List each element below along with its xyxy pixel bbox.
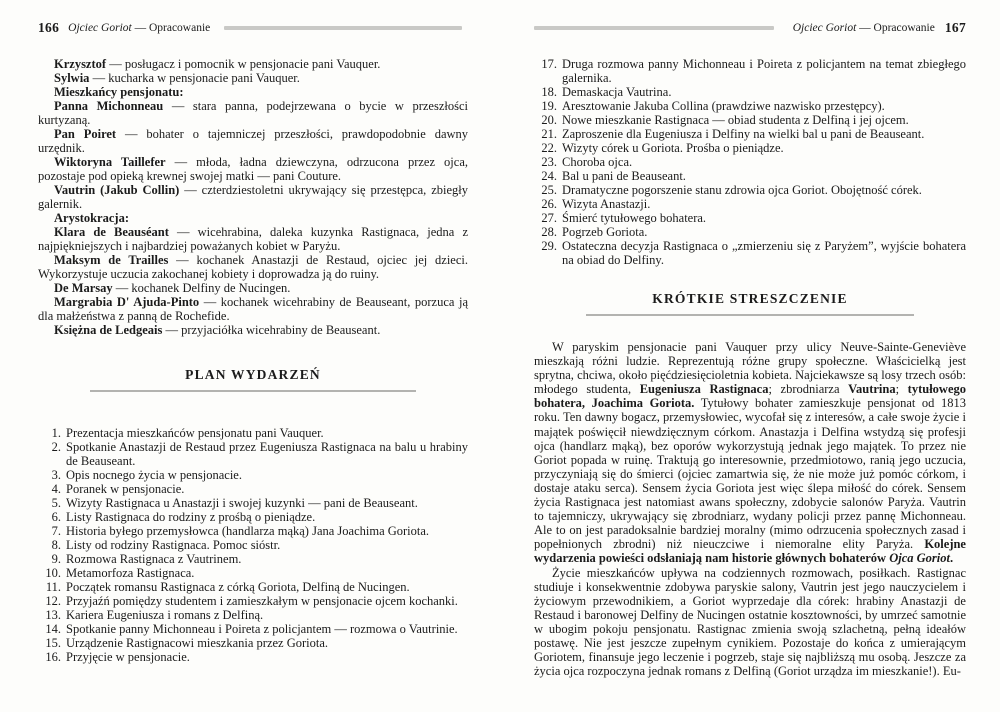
character-name: Wiktoryna Taillefer — [54, 155, 166, 169]
event-number: 26. — [541, 197, 557, 211]
event-list-left — [38, 426, 468, 664]
header-rule — [224, 26, 462, 30]
event-number: 15. — [45, 636, 61, 650]
event-number: 11. — [45, 580, 61, 594]
character-entry — [38, 57, 468, 71]
event-item — [534, 127, 966, 141]
event-text: Historia byłego przemysłowca (handlarza mąką) Jana Joachima Goriota. — [66, 524, 430, 538]
event-text: Druga rozmowa panny Michonneau i Poireta z policjantem na temat zbiegłego galernika. — [562, 57, 966, 85]
event-text: Spotkanie Anastazji de Restaud przez Eugeniusza Rastignaca na balu u hrabiny de Beauseant. — [66, 440, 468, 468]
event-text: Przyjaźń pomiędzy studentem i zamieszkałym w pensjonacie ojcem kochanki. — [66, 594, 458, 608]
event-item — [38, 468, 468, 482]
paragraph-text — [534, 566, 966, 679]
character-entry — [38, 85, 468, 99]
event-item — [38, 440, 468, 468]
event-number: 14. — [45, 622, 61, 636]
heading-rule — [586, 314, 914, 316]
event-item — [534, 155, 966, 169]
page-right — [534, 20, 966, 678]
text-segment: Vautrina — [848, 382, 896, 397]
character-entry — [38, 211, 468, 225]
event-text: Listy Rastignaca do rodziny z prośbą o pieniądze. — [66, 510, 316, 524]
event-number: 27. — [541, 211, 557, 225]
running-title-book: Ojciec Goriot — [792, 21, 857, 34]
running-title — [793, 22, 935, 34]
event-item — [38, 552, 468, 566]
event-number: 16. — [45, 650, 61, 664]
event-number: 9. — [51, 552, 61, 566]
event-text: Dramatyczne pogorszenie stanu zdrowia ojca Goriot. Obojętność córek. — [562, 183, 922, 197]
event-number: 25. — [541, 183, 557, 197]
character-name: Sylwia — [54, 71, 90, 85]
page-number: 166 — [38, 19, 60, 35]
text-segment: Tytułowy bohater zamieszkuje pensjonat od 1813 roku. Ten dawny bogacz, przemysłowiec, wycofał się z interesów, a całe swoje życie i majątek poświęcił niewdzięcznym córkom. Anastazja i Delfina wstydzą się profesji ojca (handlarz mąką), bez oporów wykorzystują jednak jego majątek. To przez nie Goriot popada w ruinę. Traktują go interesownie, przedmiotowo, ranią jego uczucia, przyczyniają się do śmierci (ojciec zamartwia się, że nie może już pomóc córkom, i dostaje ataku serca). Sensem życia Goriota jest więc ślepa miłość do córek. Sensem życia Rastignaca jest natomiast awans społeczny, zdobycie salonów Paryża. Vautrin to tajemniczy, ukrywający się zbrodniarz, wydany policji przez pannę Michonneau. Ale to on jest paradoksalnie bardziej moralny (mimo odrzucenia społecznych zasad i popełnionych zbrodni) niż nieuczciwe i niemoralne elity Paryża. — [534, 396, 966, 552]
event-item — [534, 113, 966, 127]
running-title-section: — Opracowanie — [859, 21, 935, 34]
event-item — [38, 650, 468, 664]
character-entry — [38, 71, 468, 85]
section-plan-wydarzen — [38, 367, 468, 392]
text-segment: W paryskim pensjonacie pani Vauquer przy ulicy Neuve-Sainte-Geneviève mieszkają różni ludzie. Reprezentują różne grupy społeczne. Właścicielką jest sprytna, chciwa, około pięćdziesięcioletnia kobieta. Najciekawsze są losy trzech osób: młodego studenta, — [534, 340, 966, 397]
character-entry — [38, 281, 468, 295]
event-text: Bal u pani de Beauseant. — [562, 169, 686, 183]
event-text: Demaskacja Vautrina. — [562, 85, 672, 99]
character-desc: — bohater o tajemniczej przeszłości, prawdopodobnie dawny urzędnik. — [38, 127, 469, 155]
event-text: Nowe mieszkanie Rastignaca — obiad studenta z Delfiną i jej ojcem. — [562, 113, 909, 127]
event-text: Ostateczna decyzja Rastignaca o „zmierzeniu się z Paryżem”, wyjście bohatera na obiad do Delfiny. — [562, 239, 966, 267]
event-item — [38, 594, 468, 608]
header-rule — [534, 26, 774, 30]
text-segment: Kolejne wydarzenia powieści odsłaniają nam historie głównych bohaterów — [534, 537, 966, 566]
character-entry — [38, 99, 468, 127]
text-segment: Eugeniusza Rastignaca — [639, 382, 769, 397]
event-number: 13. — [45, 608, 61, 622]
event-number: 2. — [51, 440, 61, 454]
event-text: Początek romansu Rastignaca z córką Goriota, Delfiną de Nucingen. — [66, 580, 410, 594]
event-list-right — [534, 57, 966, 267]
event-item — [38, 636, 468, 650]
event-item — [38, 622, 468, 636]
character-name: Margrabia D' Ajuda-Pinto — [54, 295, 200, 309]
event-number: 17. — [541, 57, 557, 71]
event-item — [534, 57, 966, 85]
event-item — [38, 510, 468, 524]
event-text: Rozmowa Rastignaca z Vautrinem. — [66, 552, 242, 566]
event-number: 20. — [541, 113, 557, 127]
event-item — [38, 496, 468, 510]
character-name: Klara de Beauséant — [54, 225, 169, 239]
event-number: 12. — [45, 594, 61, 608]
section-krotkie-streszczenie — [534, 291, 966, 316]
event-text: Opis nocnego życia w pensjonacie. — [66, 468, 242, 482]
text-segment: Życie mieszkańców upływa na codziennych rozmowach, posiłkach. Rastignac studiuje i konsekwentnie zdobywa paryskie salony, Vautrin jest jego nauczycielem i życiowym przewodnikiem, a Goriot wyprzedaje dla córek: hrabiny Anastazji de Restaud i baronowej Delfiny de Nucingen ostatnie kosztowności, by umrzeć samotnie w ubogim pokoju pensjonatu. Rastignac zmienia swoją szlachetną, pełną ideałów postawę. Nie jest jeszcze zupełnym cynikiem. Pozostaje do końca z umierającym Goriotem, finansuje jego leczenie i pogrzeb, staje się najbliższą mu osobą. Jeszcze za życia ojca rozpoczyna jednak romans z Delfiną (Goriot urządza im mieszkanie!). Eu- — [534, 565, 966, 679]
event-item — [534, 225, 966, 239]
summary-paragraphs — [534, 340, 966, 678]
event-text: Śmierć tytułowego bohatera. — [562, 211, 707, 225]
page-left — [38, 20, 468, 664]
event-item — [38, 608, 468, 622]
character-name: Panna Michonneau — [54, 99, 164, 113]
character-desc: — kochanek Delfiny de Nucingen. — [115, 281, 291, 295]
event-number: 29. — [541, 239, 557, 253]
character-entry — [38, 323, 468, 337]
character-desc: — posługacz i pomocnik w pensjonacie pani Vauquer. — [109, 57, 381, 71]
character-entry — [38, 155, 468, 183]
event-text: Metamorfoza Rastignaca. — [66, 566, 195, 580]
event-text: Spotkanie panny Michonneau i Poireta z policjantem — rozmowa o Vautrinie. — [66, 622, 458, 636]
text-segment: . — [949, 551, 954, 566]
character-desc: — czterdziestoletni ukrywający się przestępca, zbiegły galernik. — [38, 183, 468, 211]
event-item — [38, 566, 468, 580]
character-desc: — młoda, ładna dziewczyna, odrzucona przez ojca, pozostaje pod opieką krewnej swojej matki — pani Couture. — [38, 155, 468, 183]
event-number: 18. — [541, 85, 557, 99]
character-name: De Marsay — [54, 281, 113, 295]
event-item — [38, 580, 468, 594]
event-item — [534, 99, 966, 113]
section-heading: PLAN WYDARZEŃ — [185, 367, 321, 382]
section-heading: KRÓTKIE STRESZCZENIE — [652, 291, 848, 306]
character-desc: — kochanek Anastazji de Restaud, ojciec jej dzieci. Wykorzystuje uczucia zakochanej kobiety i doprowadza ją do ruiny. — [38, 253, 468, 281]
event-item — [534, 169, 966, 183]
event-number: 21. — [541, 127, 557, 141]
event-item — [534, 85, 966, 99]
character-entry — [38, 183, 468, 211]
running-title-section: — Opracowanie — [134, 21, 211, 34]
character-name: Księżna de Ledgeais — [54, 323, 163, 337]
event-number: 4. — [51, 482, 61, 496]
event-item — [38, 482, 468, 496]
event-number: 5. — [51, 496, 61, 510]
event-number: 6. — [51, 510, 61, 524]
character-name: Vautrin (Jakub Collin) — [54, 183, 180, 197]
event-item — [534, 183, 966, 197]
event-text: Prezentacja mieszkańców pensjonatu pani Vauquer. — [66, 426, 324, 440]
event-item — [38, 538, 468, 552]
event-number: 8. — [51, 538, 61, 552]
event-text: Wizyta Anastazji. — [562, 197, 651, 211]
event-text: Choroba ojca. — [562, 155, 633, 169]
event-text: Wizyty córek u Goriota. Prośba o pieniądze. — [562, 141, 784, 155]
event-number: 7. — [51, 524, 61, 538]
event-text: Listy od rodziny Rastignaca. Pomoc sióstr. — [66, 538, 281, 552]
character-name: Krzysztof — [54, 57, 107, 71]
text-segment: Ojca Goriot — [889, 551, 950, 566]
text-segment: ; — [895, 382, 908, 397]
summary-paragraph — [534, 566, 966, 679]
character-desc: — kucharka w pensjonacie pani Vauquer. — [92, 71, 300, 85]
event-text: Pogrzeb Goriota. — [562, 225, 648, 239]
character-desc: — kochanek wicehrabiny de Beauseant, porzuca ją dla małżeństwa z panną de Rochefide. — [38, 295, 469, 323]
text-segment: ; zbrodniarza — [768, 382, 849, 397]
running-title — [68, 22, 210, 34]
character-list — [38, 57, 468, 337]
page-number: 167 — [944, 19, 966, 35]
character-desc: — wicehrabina, daleka kuzynka Rastignaca, jedna z najpiękniejszych i najbardziej poważanych kobiet w Paryżu. — [38, 225, 469, 253]
character-entry — [38, 295, 468, 323]
event-item — [534, 197, 966, 211]
event-item — [534, 239, 966, 267]
event-number: 22. — [541, 141, 557, 155]
event-number: 24. — [541, 169, 557, 183]
character-name: Arystokracja: — [54, 211, 129, 225]
running-header-left — [38, 20, 468, 35]
character-entry — [38, 225, 468, 253]
event-text: Przyjęcie w pensjonacie. — [66, 650, 190, 664]
running-title-book: Ojciec Goriot — [68, 21, 132, 34]
event-item — [534, 211, 966, 225]
event-text: Kariera Eugeniusza i romans z Delfiną. — [66, 608, 264, 622]
event-text: Zaproszenie dla Eugeniusza i Delfiny na wielki bal u pani de Beauseant. — [562, 127, 925, 141]
character-name: Pan Poiret — [54, 127, 117, 141]
character-desc: — przyjaciółka wicehrabiny de Beauseant. — [165, 323, 381, 337]
event-number: 28. — [541, 225, 557, 239]
event-number: 10. — [45, 566, 61, 580]
character-name: Maksym de Trailles — [54, 253, 169, 267]
text-segment: tytułowego bohatera, Joachima Goriota. — [534, 382, 966, 411]
event-item — [38, 524, 468, 538]
character-entry — [38, 253, 468, 281]
event-number: 19. — [541, 99, 557, 113]
event-text: Urządzenie Rastignacowi mieszkania przez Goriota. — [66, 636, 329, 650]
summary-paragraph — [534, 340, 966, 566]
event-text: Aresztowanie Jakuba Collina (prawdziwe nazwisko przestępcy). — [562, 99, 885, 113]
event-number: 1. — [51, 426, 61, 440]
event-item — [38, 426, 468, 440]
event-text: Poranek w pensjonacie. — [66, 482, 185, 496]
character-entry — [38, 127, 468, 155]
character-desc: — stara panna, podejrzewana o bycie w przeszłości kurtyzaną. — [38, 99, 468, 127]
event-number: 3. — [51, 468, 61, 482]
character-name: Mieszkańcy pensjonatu: — [54, 85, 184, 99]
running-header-right — [534, 20, 966, 35]
event-text: Wizyty Rastignaca u Anastazji i swojej kuzynki — pani de Beauseant. — [66, 496, 418, 510]
event-number: 23. — [541, 155, 557, 169]
heading-rule — [90, 390, 417, 392]
event-item — [534, 141, 966, 155]
paragraph-text — [534, 340, 966, 565]
